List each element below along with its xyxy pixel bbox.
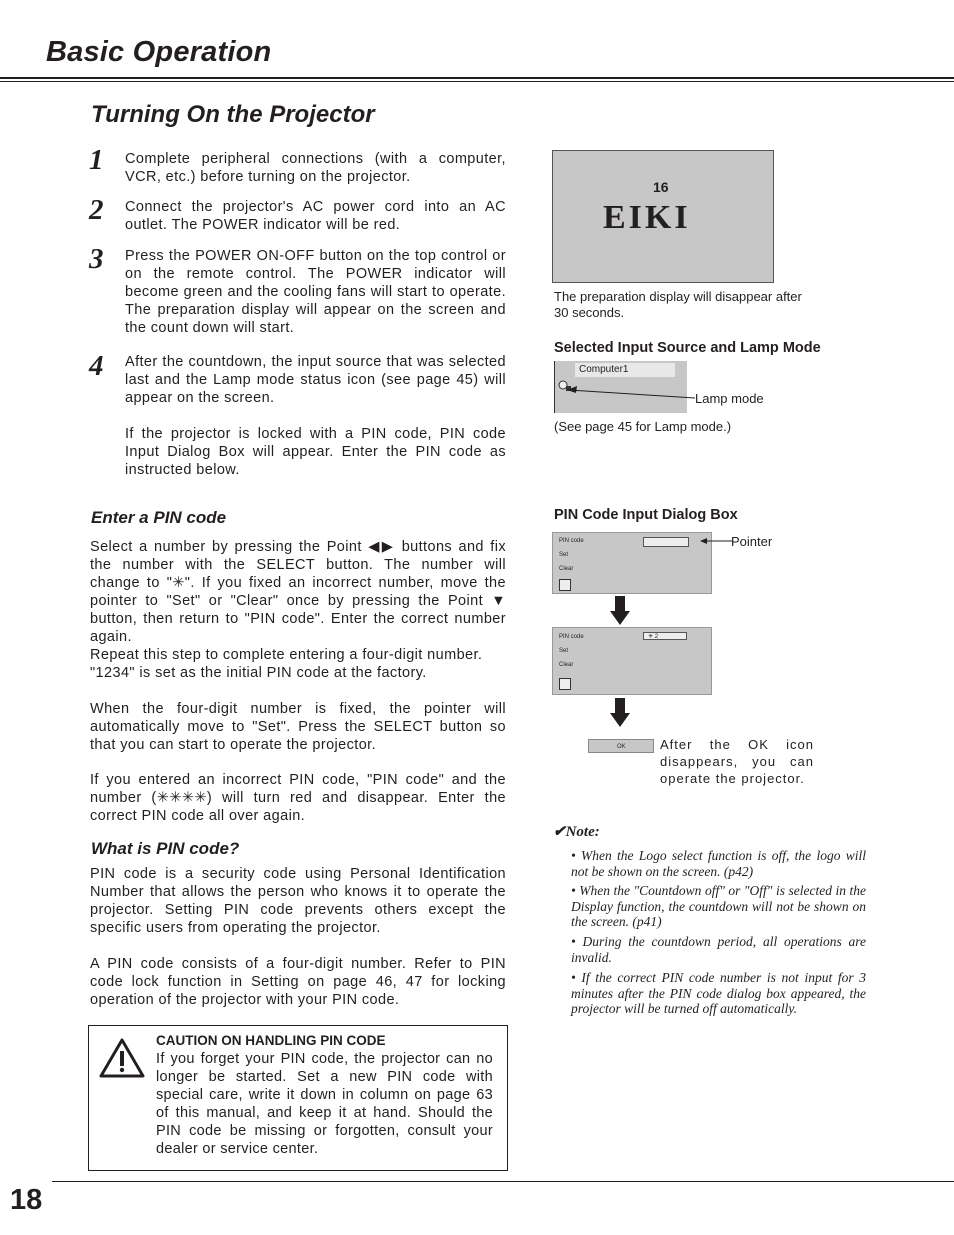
step-number-2: 2 <box>89 194 104 226</box>
warning-icon <box>99 1038 145 1078</box>
note-item: • When the "Countdown off" or "Off" is selected in the Display function, the countdown will not be shown on the screen. (p41) <box>571 883 866 929</box>
down-arrow-icon <box>610 698 630 728</box>
enter-pin-paragraph-3: "1234" is set as the initial PIN code at the factory. <box>90 665 427 681</box>
set-row-label: Set <box>559 648 569 654</box>
note-item-text: When the Logo select function is off, the logo will not be shown on the screen. (p42) <box>571 848 866 879</box>
enter-pin-paragraph-2: Repeat this step to complete entering a four-digit number. <box>90 647 483 663</box>
pin-dialog-empty <box>552 532 712 594</box>
preparation-display <box>552 150 774 283</box>
what-is-pin-heading: What is PIN code? <box>91 839 240 858</box>
input-source-label: Computer1 <box>575 363 675 377</box>
note-item: • During the countdown period, all operations are invalid. <box>571 934 866 965</box>
header-rule-thin <box>0 81 954 82</box>
enter-pin-paragraph-5: If you entered an incorrect PIN code, "PIN code" and the number (✳✳✳✳) will turn red and disappear. Enter the correct PIN code all over again. <box>90 772 506 824</box>
down-arrow-icon <box>610 596 630 626</box>
step-text-4: After the countdown, the input source that was selected last and the Lamp mode status icon (see page 45) will appear on the screen. <box>125 354 506 406</box>
pointer-label: Pointer <box>731 534 773 549</box>
eiki-logo: EIKI <box>603 199 691 236</box>
enter-pin-paragraph-4: When the four-digit number is fixed, the pointer will automatically move to "Set". Press the SELECT button so that you can start to operate the projector. <box>90 701 506 753</box>
enter-pin-paragraph-1: Select a number by pressing the Point ◀▶ buttons and fix the number with the SELECT button. The number will change to "✳". If you fixed an incorrect number, move the pointer to "Set" or "Clear" once by pressing the Point ▼ button, then return to "PIN code". Enter the correct number again. <box>90 539 506 645</box>
step-text-2: Connect the projector's AC power cord into an AC outlet. The POWER indicator will be red. <box>125 199 506 233</box>
what-is-pin-paragraph-1: PIN code is a security code using Personal Identification Number that allows the person who knows it to operate the projector. Setting PIN code prevents others except the specific users from operating the projector. <box>90 866 506 936</box>
section-title: Turning On the Projector <box>91 101 375 128</box>
step-text-1: Complete peripheral connections (with a computer, VCR, etc.) before turning on the projector. <box>125 151 506 185</box>
check-mark-icon: ✔ <box>553 824 566 840</box>
page-number: 18 <box>10 1184 43 1216</box>
lamp-mode-label: Lamp mode <box>695 391 764 406</box>
ok-icon-display: OK <box>588 739 654 753</box>
note-item-text: When the "Countdown off" or "Off" is selected in the Display function, the countdown will not be shown on the screen. (p41) <box>571 883 866 929</box>
page-header-title: Basic Operation <box>46 36 272 68</box>
pin-entry-field: ✳ 2 <box>643 632 687 640</box>
step-number-1: 1 <box>89 144 104 176</box>
note-item-text: If the correct PIN code number is not input for 3 minutes after the PIN code dialog box appeared, the projector will be turned off automatically. <box>571 970 866 1016</box>
what-is-pin-paragraph-2: A PIN code consists of a four-digit number. Refer to PIN code lock function in Setting on page 46, 47 for locking operation of the projector with your PIN code. <box>90 956 506 1008</box>
ok-caption: After the OK icon disappears, you can operate the projector. <box>660 737 814 786</box>
header-rule <box>0 77 954 79</box>
pointer-arrow <box>700 536 732 546</box>
set-row-label: Set <box>559 552 569 558</box>
pin-dialog-entering <box>552 627 712 695</box>
clear-row-label: Clear <box>559 566 574 572</box>
step-text-3: Press the POWER ON-OFF button on the top control or on the remote control. The POWER indicator will become green and the cooling fans will start to operate. The preparation display will appear on the screen and the count down will start. <box>125 248 506 336</box>
note-heading <box>553 822 600 841</box>
caution-text: If you forget your PIN code, the projector can no longer be started. Set a new PIN code with special care, write it down in column on page 63 of this manual, and keep it at hand. Should the PIN code be missing or forgotten, consult your dealer or service center. <box>156 1051 493 1157</box>
caution-box <box>88 1025 508 1171</box>
step-number-4: 4 <box>89 350 104 382</box>
caution-heading: CAUTION ON HANDLING PIN CODE <box>156 1033 386 1048</box>
note-item: • When the Logo select function is off, the logo will not be shown on the screen. (p42) <box>571 848 866 879</box>
pin-row-label: PIN code <box>559 538 584 544</box>
note-item: • If the correct PIN code number is not input for 3 minutes after the PIN code dialog box appeared, the projector will be turned off automatically. <box>571 970 866 1016</box>
step-text-4-pin: If the projector is locked with a PIN code, PIN code Input Dialog Box will appear. Enter the PIN code as instructed below. <box>125 426 506 478</box>
footer-rule <box>52 1181 954 1182</box>
pin-dialog-title: PIN Code Input Dialog Box <box>554 507 738 523</box>
step-number-3: 3 <box>89 243 104 275</box>
note-item-text: During the countdown period, all operations are invalid. <box>571 934 866 965</box>
note-heading-text: Note: <box>565 824 600 840</box>
preparation-caption: The preparation display will disappear after 30 seconds. <box>554 289 802 320</box>
input-source-title: Selected Input Source and Lamp Mode <box>554 340 821 356</box>
lamp-mode-arrow <box>565 380 697 402</box>
lock-icon <box>559 678 571 690</box>
pin-row-label: PIN code <box>559 634 584 640</box>
pin-entry-field <box>643 537 689 547</box>
lock-icon <box>559 579 571 591</box>
countdown-number: 16 <box>653 179 669 195</box>
enter-pin-heading: Enter a PIN code <box>91 508 227 527</box>
clear-row-label: Clear <box>559 662 574 668</box>
lamp-mode-reference: (See page 45 for Lamp mode.) <box>554 419 732 434</box>
